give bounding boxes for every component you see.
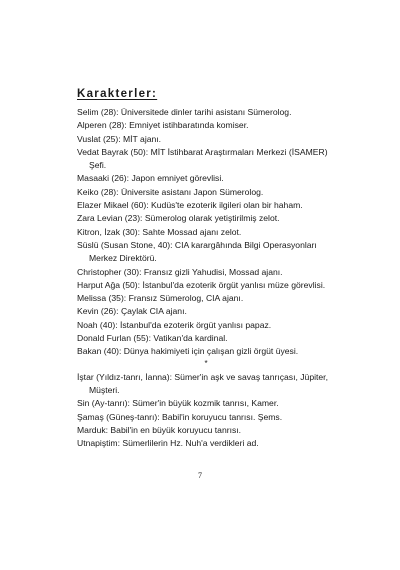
section-heading: Karakterler:: [77, 88, 158, 100]
character-list: [77, 106, 335, 450]
deity-entry: Şamaş (Güneş-tanrı): Babil'in koruyucu tanrısı. Şems.: [77, 411, 283, 422]
section-separator: *: [204, 358, 208, 368]
deity-entry: Marduk: Babil'in en büyük koruyucu tanrısı.: [77, 424, 242, 435]
deity-entry: Utnapiştim: Sümerlilerin Hz. Nuh'a verdikleri ad.: [77, 438, 259, 449]
deity-entry: İştar (Yıldız-tanrı, İanna): Sümer'in aşk ve savaş tanrıçası, Jüpiter, Müşteri.: [77, 371, 328, 395]
character-entry: Kevin (26): Çaylak CIA ajanı.: [77, 306, 187, 317]
page-number: 7: [198, 471, 202, 480]
character-entry: Alperen (28): Emniyet istihbaratında komiser.: [77, 120, 249, 131]
character-entry: Harput Ağa (50): İstanbul'da ezoterik örgüt yanlısı müze görevlisi.: [77, 279, 326, 290]
character-entry: Zara Levian (23): Sümerolog olarak yetiştirilmiş zelot.: [77, 213, 280, 224]
character-entry: Noah (40): İstanbul'da ezoterik örgüt yanlısı papaz.: [77, 319, 272, 330]
character-entry: Süslü (Susan Stone, 40): CIA karargâhında Bilgi Operasyonları Merkez Direktörü.: [77, 239, 317, 264]
character-entry: Bakan (40): Dünya hakimiyeti için çalışan gizli örgüt üyesi.: [77, 346, 299, 357]
character-entry: Keiko (28): Üniversite asistanı Japon Sümerolog.: [77, 186, 264, 197]
character-entry: Masaaki (26): Japon emniyet görevlisi.: [77, 173, 224, 184]
deity-entry: Sin (Ay-tanrı): Sümer'in büyük kozmik tanrısı, Kamer.: [77, 398, 279, 409]
character-entry: Christopher (30): Fransız gizli Yahudisi, Mossad ajanı.: [77, 266, 283, 277]
character-entry: Vedat Bayrak (50): MİT İstihbarat Araştırmaları Merkezi (İSAMER) Şefi.: [77, 146, 328, 171]
character-entry: Kitron, İzak (30): Sahte Mossad ajanı zelot.: [77, 226, 242, 237]
character-entry: Donald Furlan (55): Vatikan'da kardinal.: [77, 333, 228, 344]
character-entry: Melissa (35): Fransız Sümerolog, CIA ajanı.: [77, 293, 244, 304]
character-entry: Elazer Mikael (60): Kudüs'te ezoterik ilgileri olan bir haham.: [77, 200, 303, 211]
character-entry: Vuslat (25): MİT ajanı.: [77, 133, 162, 144]
character-entry: Selim (28): Üniversitede dinler tarihi asistanı Sümerolog.: [77, 107, 292, 117]
